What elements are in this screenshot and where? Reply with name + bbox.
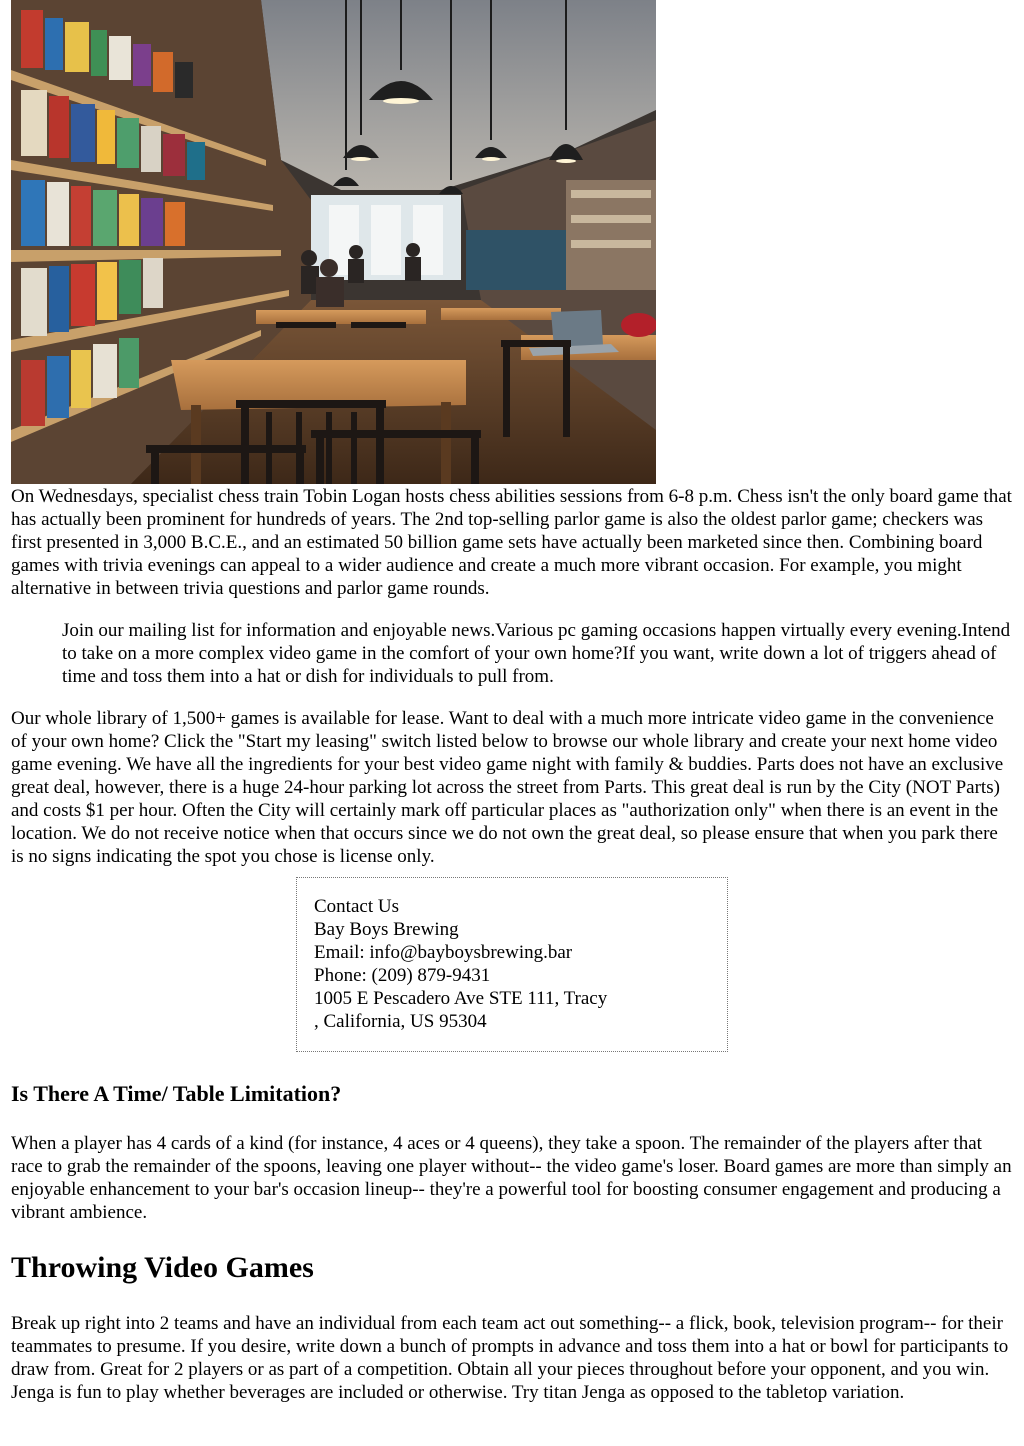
contact-heading: Contact Us [314, 896, 399, 917]
contact-address-line1: 1005 E Pescadero Ave STE 111, Tracy [314, 988, 608, 1009]
section-heading-time-limitation: Is There A Time/ Table Limitation? [11, 1081, 342, 1106]
quote-text: Join our mailing list for information and enjoyable news.Various pc gaming occasions happen virtually every evening.Intend to take on a more complex video game in the comfort of your own home?If you want, write down a lot of triggers ahead of time and toss them into a hat or dish for individuals to pull from. [62, 620, 1011, 687]
contact-box [296, 877, 728, 1052]
section-heading-throwing-games: Throwing Video Games [11, 1251, 314, 1284]
hero-image [11, 0, 656, 484]
library-paragraph: Our whole library of 1,500+ games is available for lease. Want to deal with a much more intricate video game in the convenience of your own home? Click the "Start my leasing" switch listed below to browse our whole library and create your next home video game evening. We have all the ingredients for your best video game night with family & buddies. Parts does not have an exclusive great deal, however, there is a huge 24-hour parking lot across the street from Parts. This great deal is run by the City (NOT Parts) and costs $1 per hour. Often the City will certainly mark off particular places as "authorization only" when there is an event in the location. We do not receive notice when that occurs since we do not own the great deal, so please ensure that when you park there is no signs indicating the spot you chose is license only. [11, 708, 1004, 867]
intro-paragraph: On Wednesdays, specialist chess train Tobin Logan hosts chess abilities sessions from 6-8 p.m. Chess isn't the only board game that has actually been prominent for hundreds of years. The 2nd top-selling parlor game is also the oldest parlor game; checkers was first presented in 3,000 B.C.E., and an estimated 50 billion game sets have actually been marketed since then. Combining board games with trivia evenings can appeal to a wider audience and create a much more vibrant occasion. For example, you might alternative in between trivia questions and parlor game rounds. [11, 486, 1012, 599]
mailing-list-quote [62, 619, 1014, 688]
contact-phone: Phone: (209) 879-9431 [314, 965, 491, 986]
section-body-time-limitation: When a player has 4 cards of a kind (for instance, 4 aces or 4 queens), they take a spoon. The remainder of the players after that race to grab the remainder of the spoons, leaving one player without-- the video game's loser. Board games are more than simply an enjoyable enhancement to your bar's occasion lineup-- they're a powerful tool for boosting consumer engagement and producing a vibrant ambience. [11, 1133, 1012, 1223]
cafe-interior-illustration [11, 0, 656, 484]
contact-address-line2: , California, US 95304 [314, 1011, 487, 1032]
contact-business-name: Bay Boys Brewing [314, 919, 459, 940]
contact-email: Email: info@bayboysbrewing.bar [314, 942, 573, 963]
section-body-throwing-games: Break up right into 2 teams and have an individual from each team act out something-- a flick, book, television program-- for their teammates to presume. If you desire, write down a bunch of prompts in advance and toss them into a hat or bowl for participants to draw from. Great for 2 players or as part of a competition. Obtain all your pieces throughout before your opponent, and you win. Jenga is fun to play whether beverages are included or otherwise. Try titan Jenga as opposed to the tabletop variation. [11, 1313, 1009, 1403]
